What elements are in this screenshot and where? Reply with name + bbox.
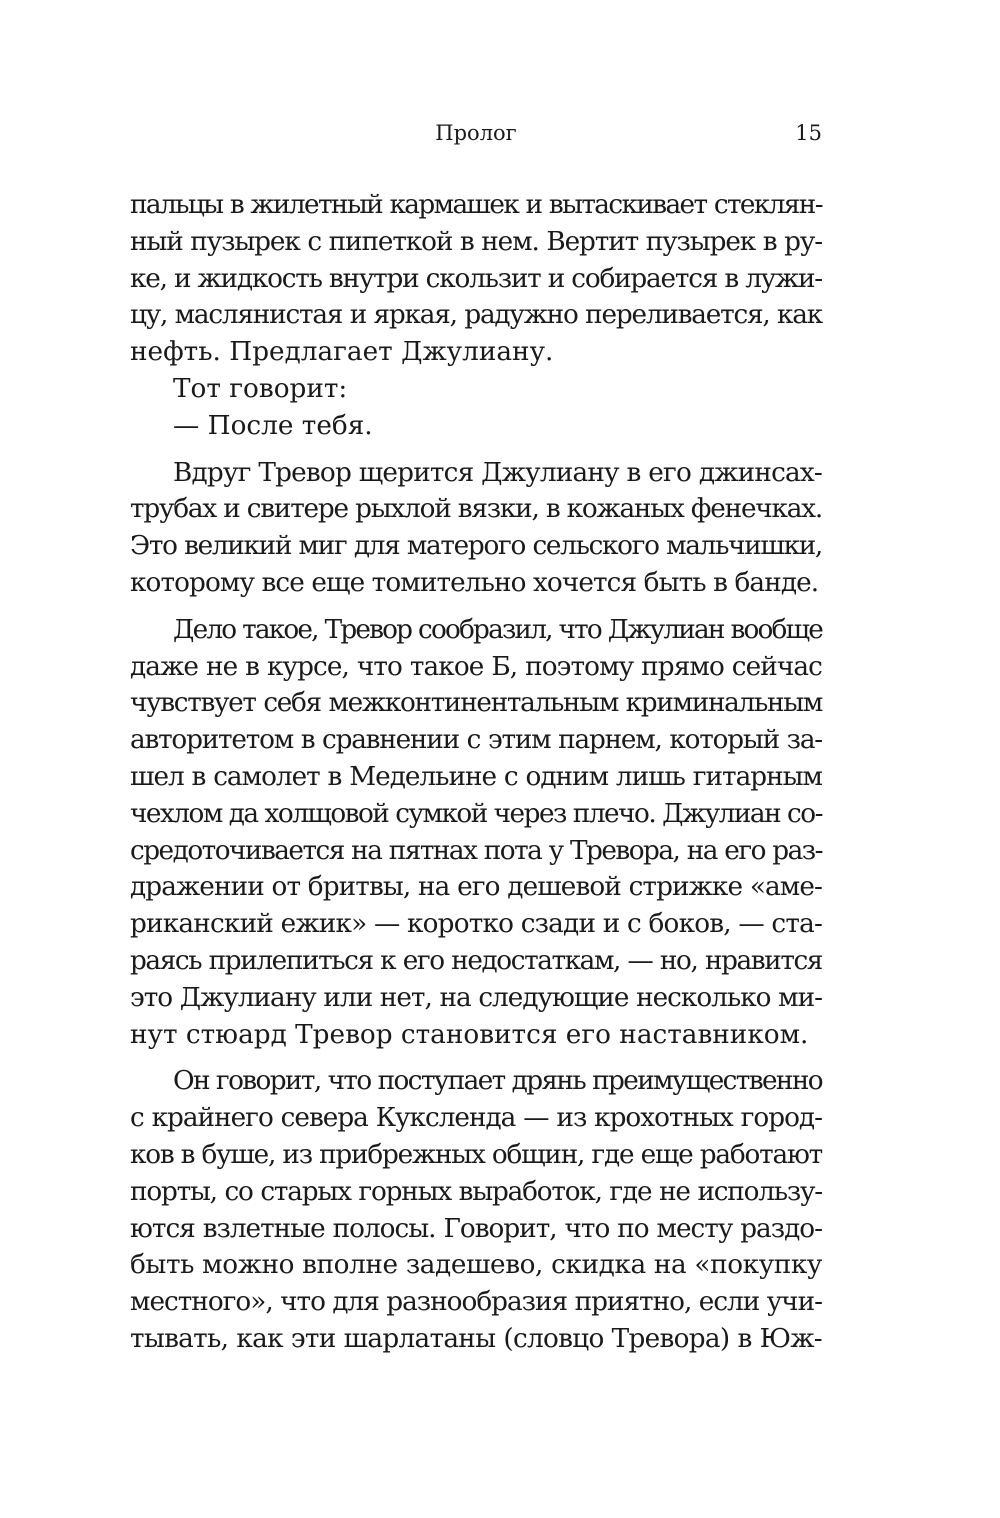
text-line: порты, со старых горных выработок, где не использу- — [130, 1176, 822, 1207]
text-line: авторитетом в сравнении с этим парнем, который за- — [130, 725, 822, 756]
paragraph — [130, 455, 822, 602]
text-line: которому все еще томительно хочется быть в банде. — [130, 567, 819, 598]
text-line: пальцы в жилетный кармашек и вытаскивает стеклян- — [130, 190, 822, 220]
text-line: раясь прилепиться к его недостаткам, — но, нравится — [130, 945, 822, 976]
text-line: цу, маслянистая и яркая, радужно переливается, как — [130, 300, 822, 331]
text-line: трубах и свитере рыхлой вязки, в кожаных фенечках. — [130, 494, 822, 525]
running-header — [130, 118, 822, 148]
paragraph — [130, 1063, 822, 1357]
text-line: тывать, как эти шарлатаны (словцо Тревора) в Юж- — [130, 1323, 822, 1354]
page-number: 15 — [795, 121, 822, 145]
text-line: Вдруг Тревор щерится Джулиану в его джинсах- — [173, 457, 822, 488]
text-line: ке, и жидкость внутри скользит и собирается в лужи- — [130, 263, 822, 294]
text-line: Тот говорит: — [173, 373, 348, 404]
text-line: Это великий миг для матерого сельского мальчишки, — [130, 531, 822, 562]
paragraph — [130, 612, 822, 1054]
text-line: ков в буше, из прибрежных общин, где еще работают — [130, 1139, 822, 1170]
text-line: местного», что для разнообразия приятно, если учи- — [130, 1287, 822, 1318]
text-line: даже не в курсе, что такое Б, поэтому прямо сейчас — [130, 651, 822, 682]
paragraph — [130, 408, 822, 445]
text-line: ный пузырек с пипеткой в нем. Вертит пузырек в ру- — [130, 226, 822, 257]
text-line: дражении от бритвы, на его дешевой стрижке «аме- — [130, 872, 822, 903]
paragraph — [130, 187, 822, 371]
text-line: с крайнего севера Куксленда — из крохотных город- — [130, 1103, 822, 1134]
text-line: шел в самолет в Медельине с одним лишь гитарным — [130, 761, 822, 792]
text-line: Дело такое, Тревор сообразил, что Джулиан вообще — [173, 614, 822, 645]
text-line: ются взлетные полосы. Говорит, что по месту раздо- — [130, 1213, 822, 1244]
text-line: средоточивается на пятнах пота у Тревора, на его раз- — [130, 835, 822, 866]
chapter-title: Пролог — [435, 121, 517, 145]
text-line: чехлом да холщовой сумкой через плечо. Джулиан со- — [130, 798, 822, 829]
text-line: быть можно вполне задешево, скидка на «покупку — [130, 1250, 822, 1281]
text-line: нефть. Предлагает Джулиану. — [130, 337, 554, 368]
text-line: нут стюард Тревор становится его наставником. — [130, 1019, 809, 1050]
paragraph — [130, 371, 822, 408]
body-text — [130, 187, 822, 1358]
text-line: чувствует себя межконтинентальным криминальным — [130, 688, 822, 719]
text-line: это Джулиану или нет, на следующие несколько ми- — [130, 982, 822, 1013]
text-line: Он говорит, что поступает дрянь преимущественно — [173, 1066, 822, 1097]
text-line: — После тебя. — [173, 410, 373, 441]
text-line: риканский ежик» — коротко сзади и с боков, — ста- — [130, 909, 823, 940]
